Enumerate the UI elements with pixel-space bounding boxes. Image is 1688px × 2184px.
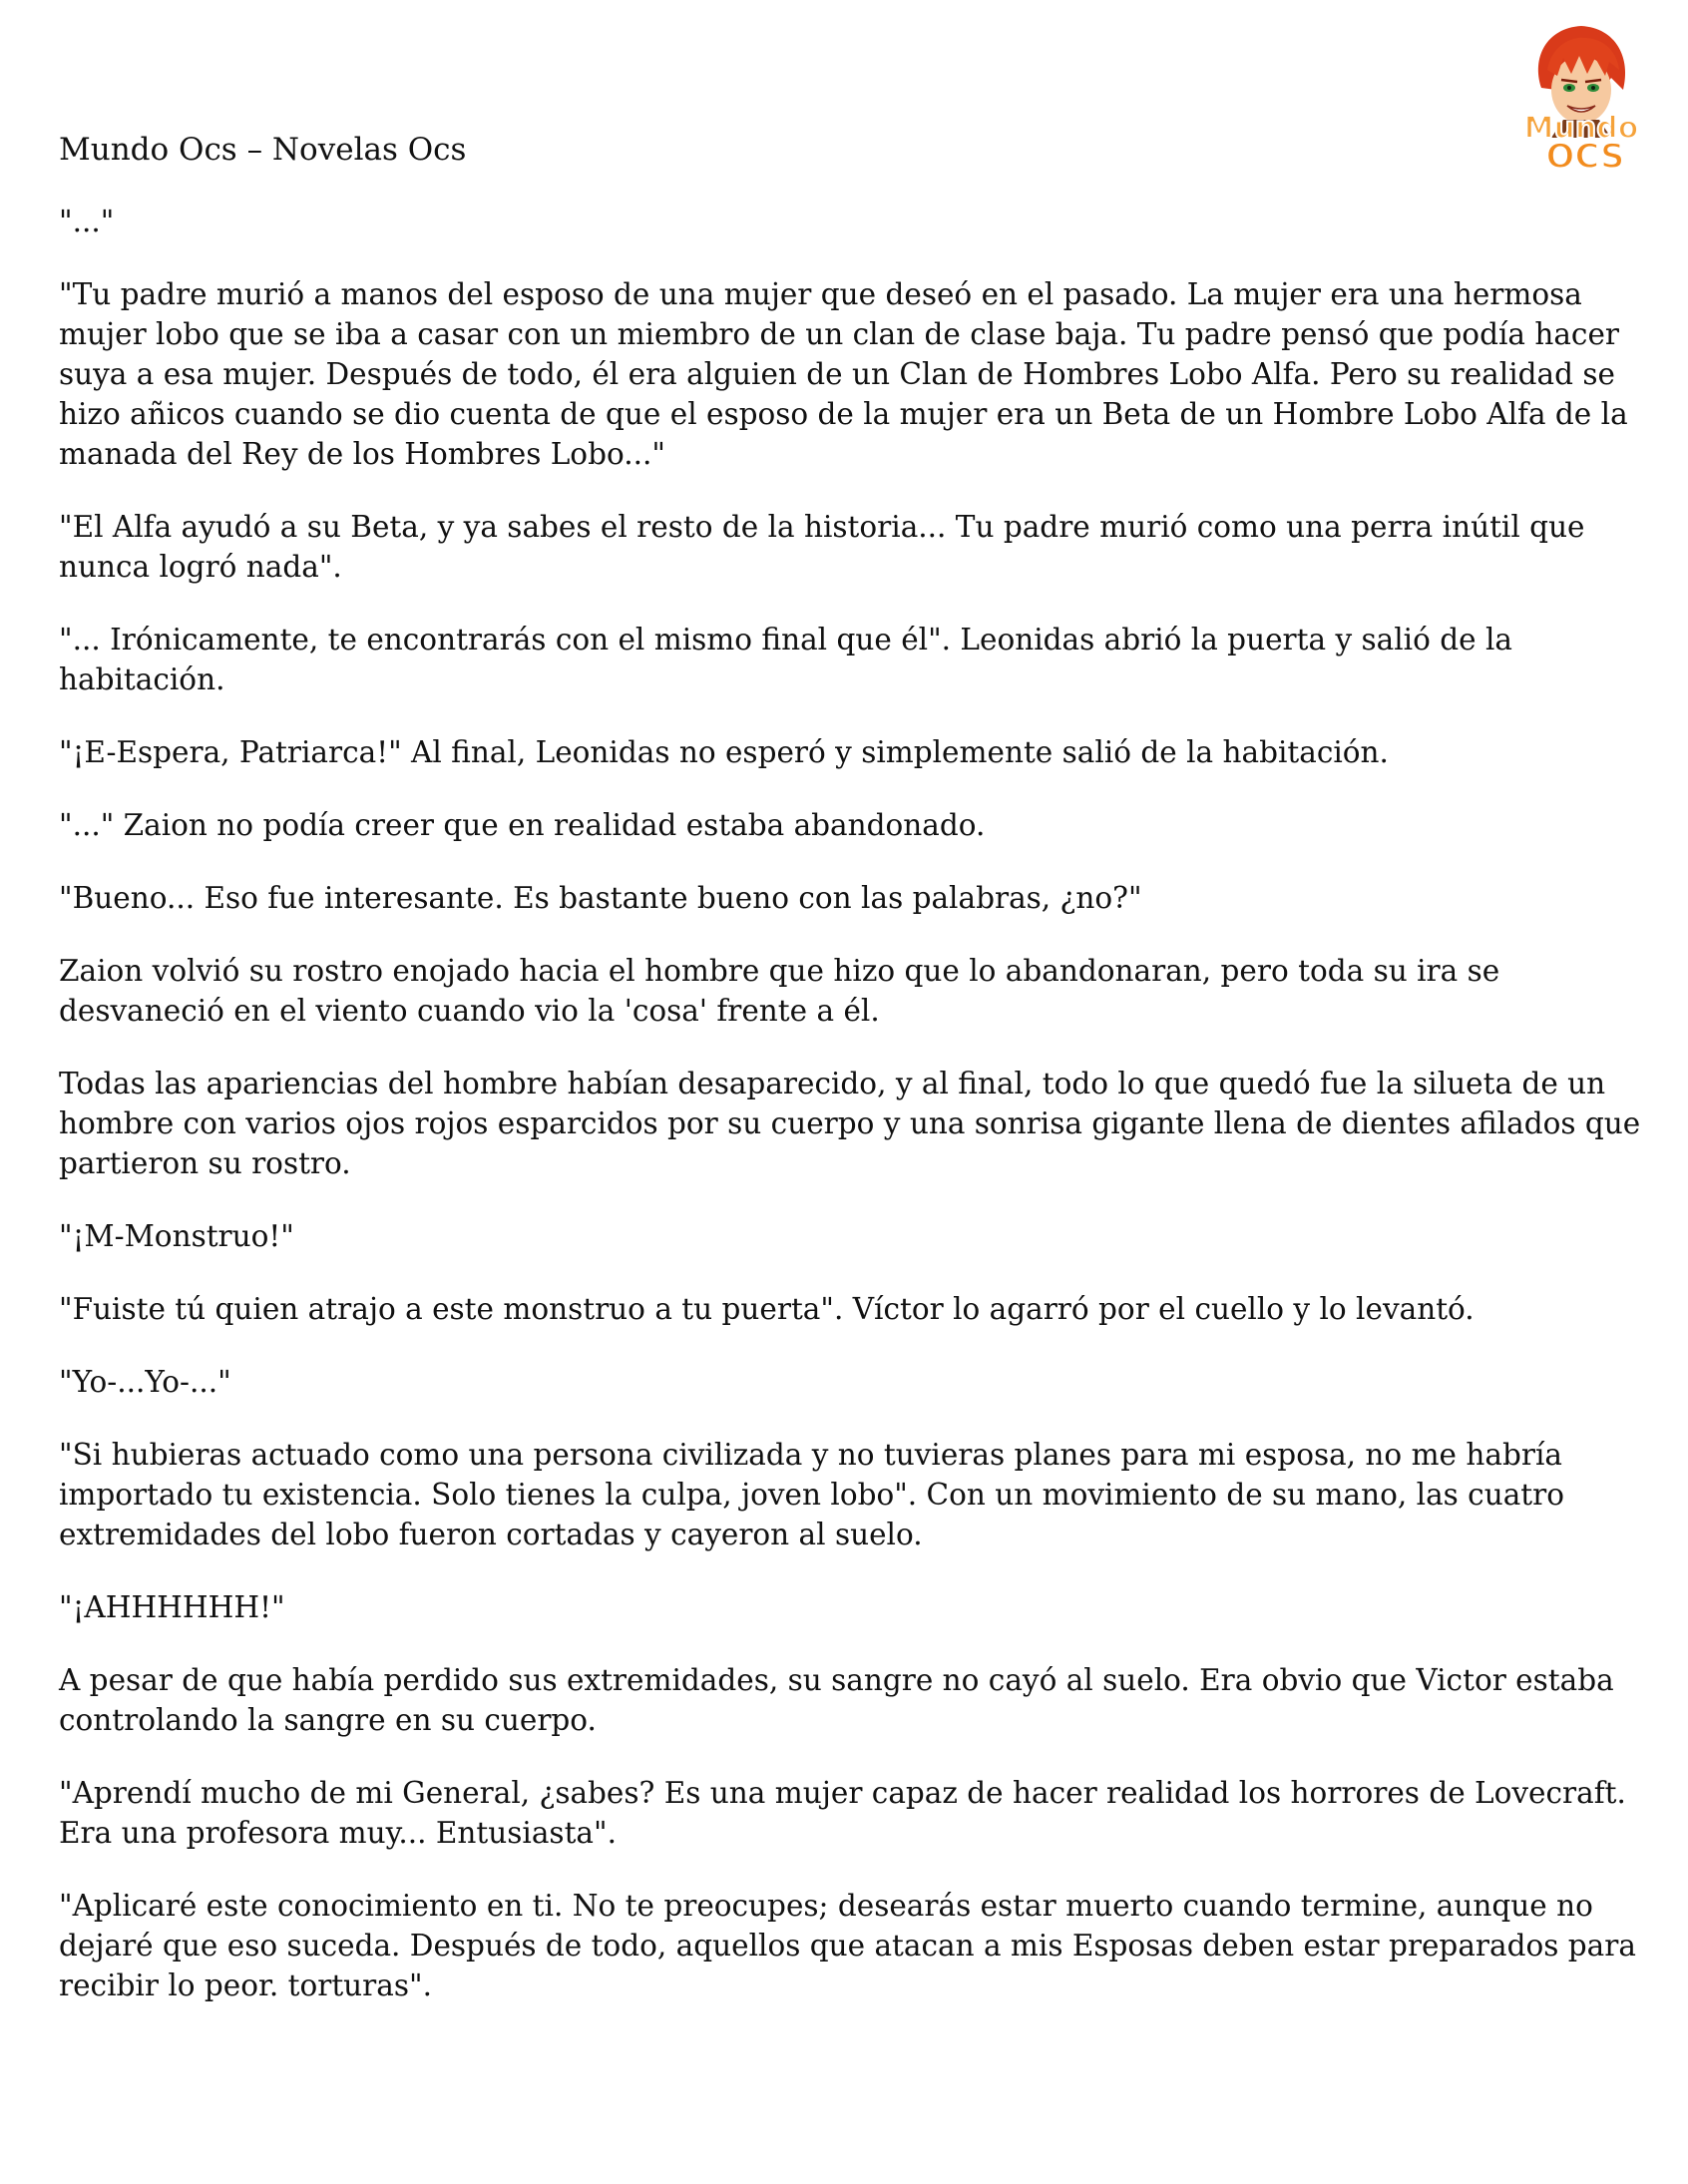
- paragraph: "¡E-Espera, Patriarca!" Al final, Leonidas no esperó y simplemente salió de la habitación.: [59, 735, 1389, 769]
- mundo-ocs-logo: [1501, 18, 1661, 178]
- paragraph: "Aplicaré este conocimiento en ti. No te preocupes; desearás estar muerto cuando termine, aunque no dejaré que eso suceda. Después de todo, aquellos que atacan a mis Esposas deben estar preparados para recibir lo peor. torturas".: [59, 1889, 1636, 2002]
- paragraph: "Si hubieras actuado como una persona civilizada y no tuvieras planes para mi esposa, no me habría importado tu existencia. Solo tienes la culpa, joven lobo". Con un movimiento de su mano, las cuatro extremidades del lobo fueron cortadas y cayeron al suelo.: [59, 1438, 1564, 1551]
- paragraph: A pesar de que había perdido sus extremidades, su sangre no cayó al suelo. Era obvio que Victor estaba controlando la sangre en su cuerpo.: [59, 1663, 1614, 1737]
- mascot-icon: [1501, 18, 1661, 178]
- paragraph: "¡M-Monstruo!": [59, 1219, 294, 1253]
- paragraph: "Bueno... Eso fue interesante. Es bastante bueno con las palabras, ¿no?": [59, 881, 1142, 915]
- page-header: Mundo Ocs – Novelas Ocs: [59, 132, 467, 168]
- paragraph: "Fuiste tú quien atrajo a este monstruo a tu puerta". Víctor lo agarró por el cuello y lo levantó.: [59, 1292, 1475, 1326]
- paragraph: "...": [59, 205, 115, 238]
- paragraph: "Tu padre murió a manos del esposo de una mujer que deseó en el pasado. La mujer era una hermosa mujer lobo que se iba a casar con un miembro de un clan de clase baja. Tu padre pensó que podía hacer suya a esa mujer. Después de todo, él era alguien de un Clan de Hombres Lobo Alfa. Pero su realidad se hizo añicos cuando se dio cuenta de que el esposo de la mujer era un Beta de un Hombre Lobo Alfa de la manada del Rey de los Hombres Lobo...": [59, 277, 1628, 471]
- paragraph: "..." Zaion no podía creer que en realidad estaba abandonado.: [59, 808, 986, 842]
- logo-text-ocs: OCS: [1545, 137, 1625, 177]
- paragraph: "Yo-...Yo-...": [59, 1365, 231, 1399]
- paragraph: Todas las apariencias del hombre habían desaparecido, y al final, todo lo que quedó fue la silueta de un hombre con varios ojos rojos esparcidos por su cuerpo y una sonrisa gigante llena de dientes afilados que partieron su rostro.: [59, 1067, 1641, 1180]
- paragraph: "Aprendí mucho de mi General, ¿sabes? Es una mujer capaz de hacer realidad los horrores de Lovecraft. Era una profesora muy... Entusiasta".: [59, 1776, 1626, 1850]
- paragraph: "El Alfa ayudó a su Beta, y ya sabes el resto de la historia... Tu padre murió como una perra inútil que nunca logró nada".: [59, 510, 1585, 584]
- paragraph: Zaion volvió su rostro enojado hacia el hombre que hizo que lo abandonaran, pero toda su ira se desvaneció en el viento cuando vio la 'cosa' frente a él.: [59, 954, 1500, 1028]
- paragraph: "... Irónicamente, te encontrarás con el mismo final que él". Leonidas abrió la puerta y salió de la habitación.: [59, 623, 1512, 696]
- paragraph: "¡AHHHHHH!": [59, 1590, 285, 1624]
- novel-text-body: [59, 202, 1645, 2038]
- logo-text-mundo: Mundo: [1523, 111, 1639, 146]
